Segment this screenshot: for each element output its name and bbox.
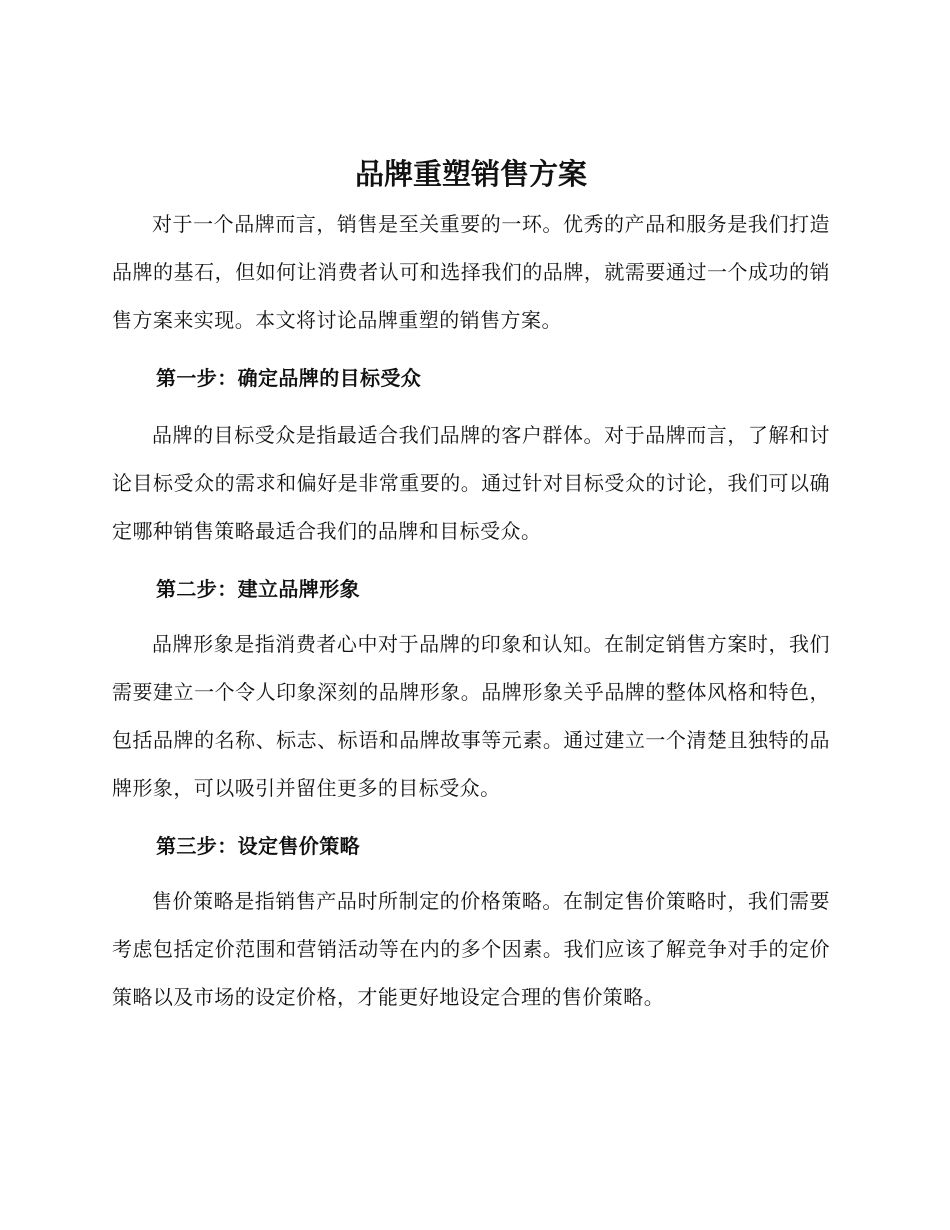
section-heading-step-1: 第一步：确定品牌的目标受众 <box>156 366 422 390</box>
section-heading-step-2: 第二步：建立品牌形象 <box>156 577 360 601</box>
document-content <box>112 148 830 1021</box>
intro-paragraph: 对于一个品牌而言，销售是至关重要的一环。优秀的产品和服务是我们打造品牌的基石，但如何让消费者认可和选择我们的品牌，就需要通过一个成功的销售方案来实现。本文将讨论品牌重塑的销售方案。 <box>112 212 830 332</box>
document-title: 品牌重塑销售方案 <box>354 157 587 191</box>
section-heading-step-3: 第三步：设定售价策略 <box>156 834 360 858</box>
section-body-step-2: 品牌形象是指消费者心中对于品牌的印象和认知。在制定销售方案时，我们需要建立一个令人印象深刻的品牌形象。品牌形象关乎品牌的整体风格和特色，包括品牌的名称、标志、标语和品牌故事等元素。通过建立一个清楚且独特的品牌形象，可以吸引并留住更多的目标受众。 <box>112 632 830 800</box>
section-body-step-3: 售价策略是指销售产品时所制定的价格策略。在制定售价策略时，我们需要考虑包括定价范围和营销活动等在内的多个因素。我们应该了解竞争对手的定价策略以及市场的设定价格，才能更好地设定合理的售价策略。 <box>112 889 830 1009</box>
section-body-step-1: 品牌的目标受众是指最适合我们品牌的客户群体。对于品牌而言，了解和讨论目标受众的需求和偏好是非常重要的。通过针对目标受众的讨论，我们可以确定哪种销售策略最适合我们的品牌和目标受众。 <box>112 423 830 543</box>
